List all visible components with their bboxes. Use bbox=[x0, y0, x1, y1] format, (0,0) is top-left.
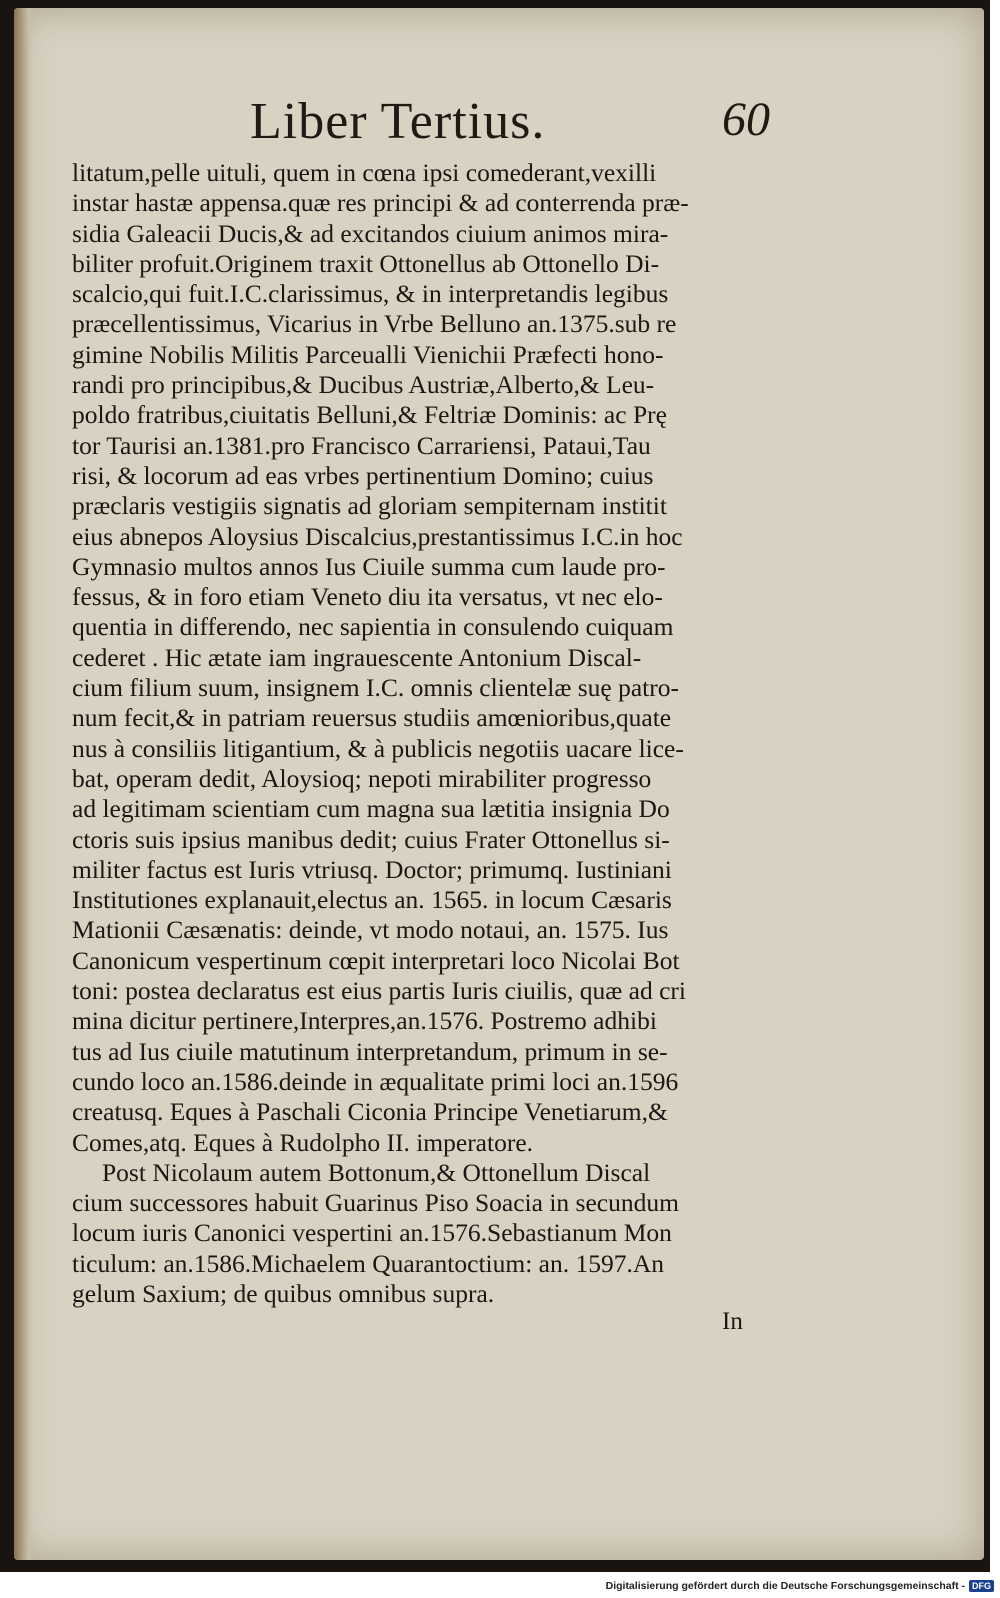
text-line: locum iuris Canonici vespertini an.1576.Sebastianum Mon bbox=[72, 1218, 672, 1248]
text-line: cederet . Hic ætate iam ingrauescente Antonium Discal- bbox=[72, 642, 642, 672]
text-line: Mationii Cæsænatis: deinde, vt modo notaui, an. 1575. Ius bbox=[72, 915, 669, 945]
text-line: militer factus est Iuris vtriusq. Doctor; primumq. Iustiniani bbox=[72, 854, 672, 884]
text-line: ad legitimam scientiam cum magna sua lætitia insignia Do bbox=[72, 794, 670, 824]
text-line: Gymnasio multos annos Ius Ciuile summa cum laude pro- bbox=[72, 551, 666, 581]
text-line: præclaris vestigiis signatis ad gloriam sempiternam institit bbox=[72, 491, 667, 521]
text-line: risi, & locorum ad eas vrbes pertinentium Domino; cuius bbox=[72, 460, 654, 490]
text-line: Canonicum vespertinum cœpit interpretari loco Nicolai Bot bbox=[72, 945, 680, 975]
text-line: bat, operam dedit, Aloysioq; nepoti mirabiliter progresso bbox=[72, 763, 652, 793]
text-line: præcellentissimus, Vicarius in Vrbe Belluno an.1375.sub re bbox=[72, 309, 677, 339]
text-line: Institutiones explanauit,electus an. 1565. in locum Cæsaris bbox=[72, 885, 672, 915]
text-line: ctoris suis ipsius manibus dedit; cuius Frater Ottonellus si- bbox=[72, 824, 670, 854]
text-line: instar hastæ appensa.quæ res principi & ad conterrenda præ- bbox=[72, 188, 689, 218]
text-line: Comes,atq. Eques à Rudolpho II. imperatore. bbox=[72, 1127, 534, 1157]
text-line: cium successores habuit Guarinus Piso Soacia in secundum bbox=[72, 1188, 679, 1218]
running-head: Liber Tertius. bbox=[250, 93, 546, 150]
text-line: fessus, & in foro etiam Veneto diu ita versatus, vt nec elo- bbox=[72, 582, 663, 612]
body-text bbox=[72, 158, 802, 1309]
text-line: gelum Saxium; de quibus omnibus supra. bbox=[72, 1278, 495, 1308]
page-header bbox=[250, 92, 770, 162]
text-line: sidia Galeacii Ducis,& ad excitandos ciuium animos mira- bbox=[72, 218, 669, 248]
text-line: nus à consiliis litigantium, & à publicis negotiis uacare lice- bbox=[72, 733, 684, 763]
text-line: poldo fratribus,ciuitatis Belluni,& Feltriæ Dominis: ac Prę bbox=[72, 400, 667, 430]
text-line: randi pro principibus,& Ducibus Austriæ,Alberto,& Leu- bbox=[72, 370, 655, 400]
text-line: biliter profuit.Originem traxit Ottonellus ab Ottonello Di- bbox=[72, 248, 660, 278]
paragraph-start-line: Post Nicolaum autem Bottonum,& Ottonellum Discal bbox=[102, 1157, 651, 1187]
text-line: toni: postea declaratus est eius partis Iuris ciuilis, quæ ad cri bbox=[72, 976, 686, 1006]
catchword: In bbox=[722, 1308, 743, 1335]
text-line: ticulum: an.1586.Michaelem Quarantoctium: an. 1597.An bbox=[72, 1248, 665, 1278]
digitization-footer bbox=[606, 1576, 994, 1596]
page-spine-shadow bbox=[14, 8, 32, 1560]
text-line: eius abnepos Aloysius Discalcius,prestantissimus I.C.in hoc bbox=[72, 521, 683, 551]
text-line: quentia in differendo, nec sapientia in consulendo cuiquam bbox=[72, 612, 674, 642]
text-line: num fecit,& in patriam reuersus studiis amœnioribus,quate bbox=[72, 703, 672, 733]
text-line: litatum,pelle uituli, quem in cœna ipsi comederant,vexilli bbox=[72, 158, 657, 187]
text-line: cundo loco an.1586.deinde in æqualitate primi loci an.1596 bbox=[72, 1066, 679, 1096]
text-line: tus ad Ius ciuile matutinum interpretandum, primum in se- bbox=[72, 1036, 668, 1066]
text-line: tor Taurisi an.1381.pro Francisco Carrariensi, Pataui,Tau bbox=[72, 430, 651, 460]
text-line: gimine Nobilis Militis Parceualli Vienichii Præfecti hono- bbox=[72, 339, 664, 369]
footer-credit: Digitalisierung gefördert durch die Deutsche Forschungsgemeinschaft - bbox=[605, 1580, 965, 1592]
page-number: 60 bbox=[722, 93, 770, 146]
text-line: scalcio,qui fuit.I.C.clarissimus, & in interpretandis legibus bbox=[72, 279, 669, 309]
text-line: mina dicitur pertinere,Interpres,an.1576. Postremo adhibi bbox=[72, 1006, 657, 1036]
dfg-logo: DFG bbox=[969, 1580, 994, 1592]
text-line: cium filium suum, insignem I.C. omnis clientelæ suę patro- bbox=[72, 673, 679, 703]
text-line: creatusq. Eques à Paschali Ciconia Principe Venetiarum,& bbox=[72, 1097, 668, 1127]
